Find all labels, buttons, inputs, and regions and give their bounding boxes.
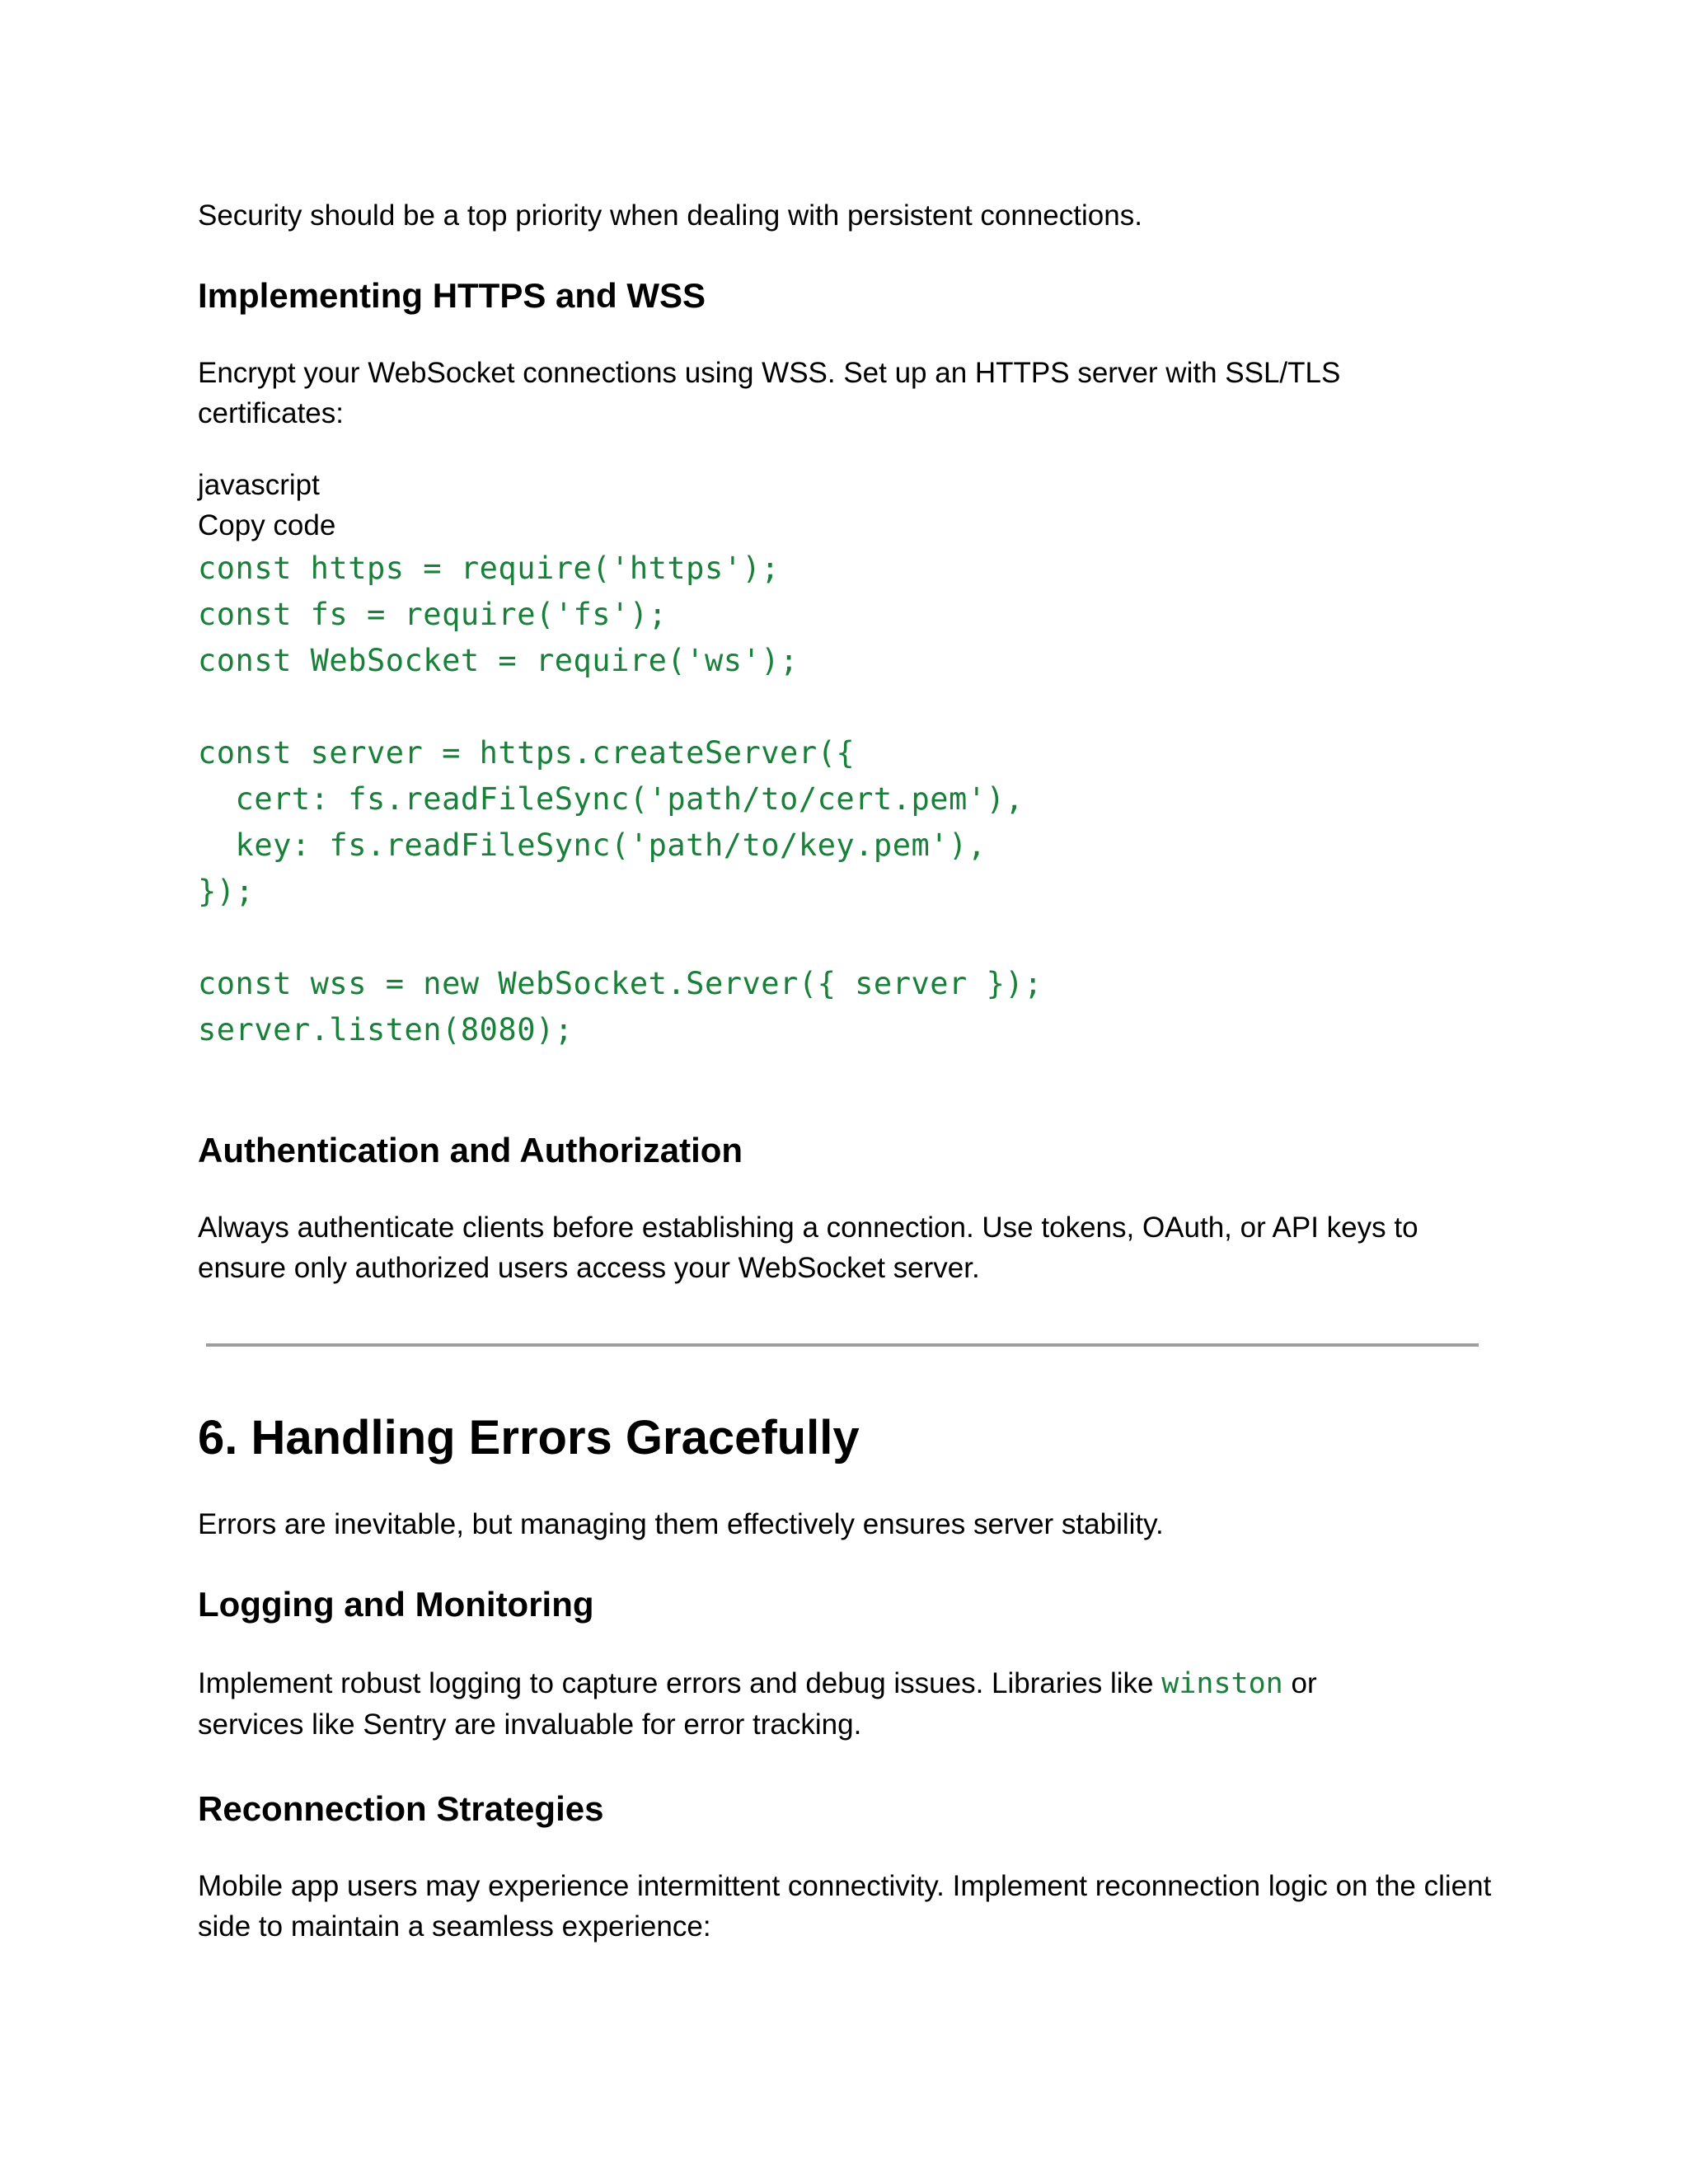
security-intro: Security should be a top priority when dealing with persistent connections. bbox=[198, 199, 1142, 232]
inline-code-winston: winston bbox=[1161, 1667, 1283, 1700]
code-line: }); bbox=[198, 874, 255, 909]
reconnect-body: Mobile app users may experience intermittent connectivity. Implement reconnection logic on the client side to maintain a seamless experience: bbox=[198, 1870, 1492, 1943]
code-line bbox=[198, 684, 1492, 730]
code-line: cert: fs.readFileSync('path/to/cert.pem'), bbox=[198, 781, 1025, 817]
code-line: const https = require('https'); bbox=[198, 551, 781, 586]
code-line: const WebSocket = require('ws'); bbox=[198, 643, 799, 678]
https-wss-body: Encrypt your WebSocket connections using WSS. Set up an HTTPS server with SSL/TLS certificates: bbox=[198, 357, 1341, 429]
code-line: const fs = require('fs'); bbox=[198, 597, 668, 632]
code-block bbox=[198, 465, 1492, 1053]
auth-heading: Authentication and Authorization bbox=[198, 1131, 743, 1169]
auth-body: Always authenticate clients before establishing a connection. Use tokens, OAuth, or API keys to ensure only authorized users access your WebSocket server. bbox=[198, 1212, 1418, 1284]
errors-heading: 6. Handling Errors Gracefully bbox=[198, 1411, 860, 1465]
code-line: server.listen(8080); bbox=[198, 1012, 574, 1047]
code-line: key: fs.readFileSync('path/to/key.pem'), bbox=[198, 827, 987, 863]
code-content bbox=[198, 546, 1492, 1053]
code-line bbox=[198, 915, 1492, 961]
code-line: const wss = new WebSocket.Server({ server }); bbox=[198, 966, 1043, 1001]
errors-intro: Errors are inevitable, but managing them effectively ensures server stability. bbox=[198, 1508, 1164, 1540]
https-wss-heading: Implementing HTTPS and WSS bbox=[198, 276, 706, 315]
logging-body-text-2: or services like Sentry are invaluable for error tracking. bbox=[198, 1667, 1317, 1741]
logging-body-text-1: Implement robust logging to capture errors and debug issues. Libraries like bbox=[198, 1667, 1162, 1699]
reconnect-heading: Reconnection Strategies bbox=[198, 1789, 604, 1828]
section-divider bbox=[206, 1343, 1479, 1347]
copy-code-button[interactable]: Copy code bbox=[198, 509, 336, 541]
code-language-label: javascript bbox=[198, 469, 320, 501]
logging-body bbox=[198, 1663, 1409, 1745]
logging-heading: Logging and Monitoring bbox=[198, 1585, 594, 1624]
code-line: const server = https.createServer({ bbox=[198, 735, 856, 771]
